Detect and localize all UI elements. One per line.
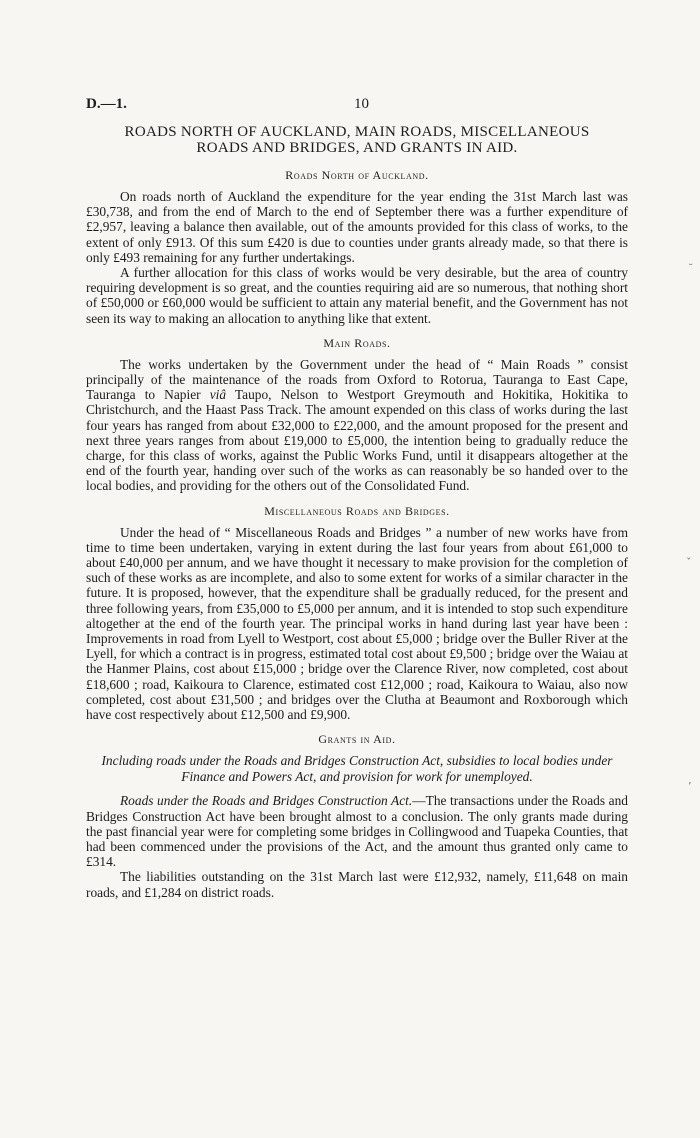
- document-page: [86, 96, 628, 900]
- paragraph-misc-roads-1: Under the head of “ Miscellaneous Roads and Bridges ” a number of new works have from time to time been undertaken, varying in extent during the last four years from about £61,000 to about £40,000 per annum, and we have thought it necessary to make provision for the completion of such of these works as are incomplete, and also to some extent for works of a similar character in the future. It is proposed, however, that the expenditure shall be gradually reduced, for the present and three following years, from £35,000 to £5,000 per annum, and it is intended to stop such expenditure altogether at the end of the fourth year. The principal works in hand during last year have been : Improvements in road from Lyell to Westport, cost about £5,000 ; bridge over the Buller River at the Lyell, for which a contract is in progress, estimated total cost about £9,500 ; bridge over the Waiau at the Hanmer Plains, cost about £15,000 ; bridge over the Clarence River, now completed, cost about £18,600 ; road, Kaikoura to Clarence, estimated cost £12,000 ; road, Kaikoura to Waiau, also now completed, cost about £31,500 ; and bridges over the Clutha at Beaumont and Roxborough which have cost respectively about £12,500 and £9,900.: [86, 524, 628, 723]
- section-heading-misc-roads: Miscellaneous Roads and Bridges.: [264, 503, 450, 518]
- page-number: 10: [354, 96, 369, 112]
- margin-mark-1: ˘: [688, 262, 694, 275]
- paragraph-grants-2: The liabilities outstanding on the 31st March last were £12,932, namely, £11,648 on main roads, and £1,284 on district roads.: [86, 869, 628, 900]
- page-title-line-2: ROADS AND BRIDGES, AND GRANTS IN AID.: [196, 140, 518, 156]
- main-roads-text-b: Taupo, Nelson to Westport Greymouth and Hokitika, Hokitika to Christchurch, and the Haast Pass Track. The amount expended on this class of works during the last four years has ranged from about £32,000 to £22,000, and the amount proposed for the present and next three years ranges from about £19,000 to £5,000, the intention being to gradually reduce the charge, for this class of works, against the Public Works Fund, until it disappears altogether at the end of the fourth year, handing over such of the works as can reasonably be so handed over to the local bodies, and providing for the others out of the Consolidated Fund.: [86, 387, 628, 494]
- margin-mark-2: ˇ: [686, 556, 692, 569]
- main-roads-text-a: The works undertaken by the Government under the head of “ Main Roads ” consist principally of the maintenance of the roads from Oxford to Rotorua, Tauranga to East Cape, Tauranga to Napier: [86, 356, 628, 403]
- paragraph-main-roads-1: [86, 357, 628, 494]
- paragraph-north-auckland-1: On roads north of Auckland the expenditure for the year ending the 31st March last was £30,738, and from the end of March to the end of September there was a further expenditure of £2,957, leaving a balance then available, out of the amounts provided for this class of works, to the extent of only £913. Of this sum £420 is due to counties under grants already made, so that there is only £493 remaining for any further undertakings.: [86, 189, 628, 265]
- section-heading-main-roads: Main Roads.: [323, 335, 391, 350]
- grants-text: —The transactions under the Roads and Bridges Construction Act have been brought almost to a conclusion. The only grants made during the past financial year were for completing some bridges in Collingwood and Tuapeka Counties, that had been commenced under the provisions of the Act, and the amount thus granted only came to £314.: [86, 793, 628, 870]
- paragraph-north-auckland-2: A further allocation for this class of works would be very desirable, but the area of country requiring development is so great, and the counties requiring aid are so numerous, that nothing short of £50,000 or £60,000 would be sufficient to attain any material benefit, and the Government has not seen its way to making an allocation to anything like that extent.: [86, 265, 628, 326]
- page-title: [86, 124, 628, 156]
- page-title-line-1: ROADS NORTH OF AUCKLAND, MAIN ROADS, MISCELLANEOUS: [124, 124, 590, 140]
- paragraph-grants-1: [86, 793, 628, 869]
- margin-mark-3: ʼ: [688, 780, 692, 793]
- section-heading-grants: Grants in Aid.: [318, 732, 396, 747]
- main-roads-via: viâ: [209, 387, 227, 403]
- running-header: [86, 96, 628, 120]
- section-heading-north-auckland: Roads North of Auckland.: [285, 168, 429, 182]
- grants-lead-in: Roads under the Roads and Bridges Construction Act.: [120, 793, 413, 809]
- section-subheading-grants: Including roads under the Roads and Bridges Construction Act, subsidies to local bodies under Finance and Powers Act, and provision for work for unemployed.: [101, 753, 613, 785]
- document-reference: D.—1.: [86, 96, 127, 112]
